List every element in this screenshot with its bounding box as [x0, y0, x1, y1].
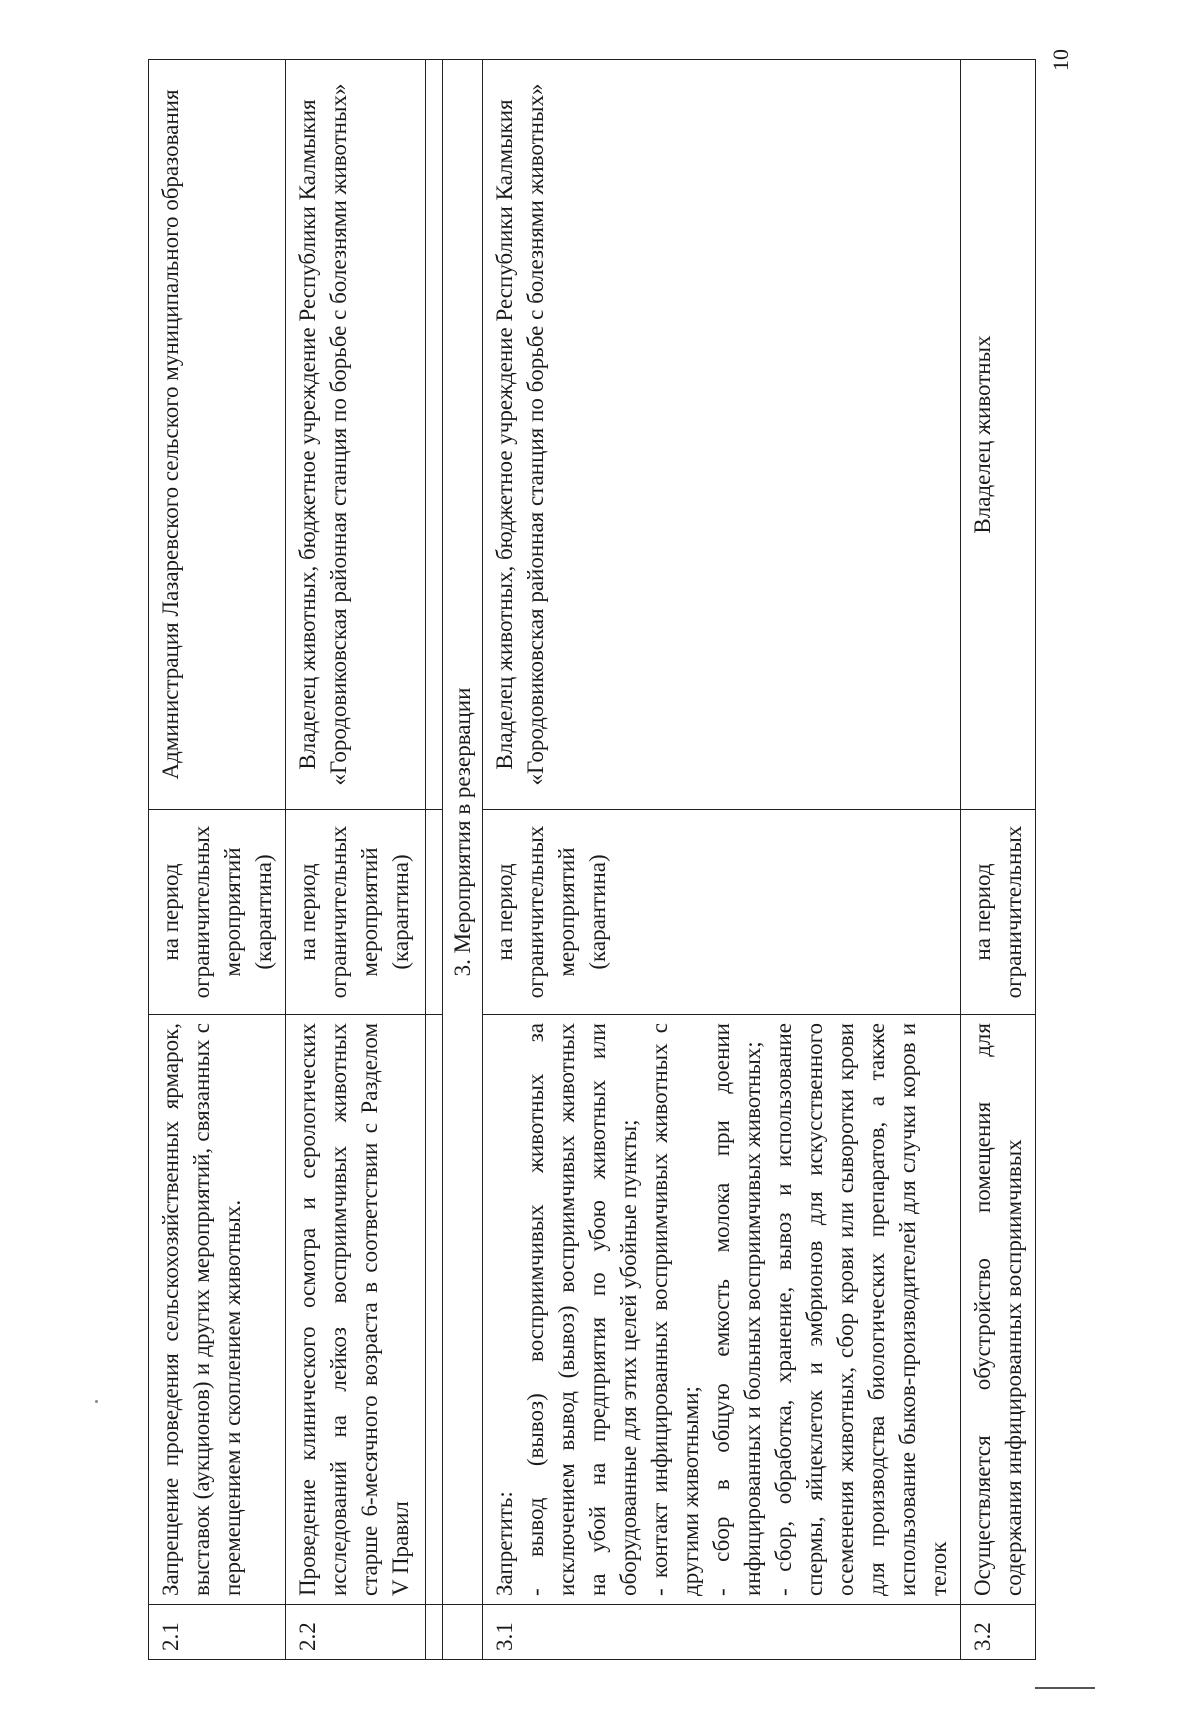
- row-responsible: Владелец животных, бюджетное учреждение Республики Калмыкия «Городовиковская районная станция по борьбе с болезнями животных»: [286, 60, 426, 810]
- row-number: 2.2: [286, 1605, 426, 1660]
- row-term: на период ограничительных мероприятий (карантина): [149, 810, 286, 1015]
- row-description: Проведение клинического осмотра и серологических исследований на лейкоз восприимчивых животных старше 6-месячного возраста в соответствии с Разделом V Правил: [286, 1015, 426, 1605]
- row-description: [483, 1015, 961, 1605]
- row-term: на период ограничительных мероприятий (карантина): [286, 810, 426, 1015]
- scan-edge-mark: [1035, 1687, 1095, 1689]
- row-responsible: Администрация Лазаревского сельского муниципального образования: [149, 60, 286, 810]
- prohibit-item: - контакт инфицированных восприимчивых животных с другими животными;: [647, 1023, 703, 1596]
- separator-row: [426, 60, 443, 1660]
- rotated-page: [148, 60, 1098, 1660]
- prohibit-item: - сбор, обработка, хранение, вывоз и использование спермы, яйцеклеток и эмбрионов для искусственного осеменения животных, сбор крови или сыворотки крови для производства биологических препаратов, а также использование быков-производителей для случки коров и телок: [771, 1023, 951, 1596]
- separator-cell: [426, 60, 443, 810]
- row-description: Осуществляется обустройство помещения для содержания инфицированных восприимчивых: [961, 1015, 1036, 1605]
- prohibit-item: - вывод (вывоз) восприимчивых животных за исключением вывод (вывоз) восприимчивых животных на убой на предприятия по убою животных или оборудованные для этих целей убойные пункты;: [523, 1023, 641, 1596]
- section-header-row: [443, 60, 483, 1660]
- table-row: [286, 60, 426, 1660]
- scan-speck: [95, 1400, 98, 1403]
- page-number: 10: [1048, 49, 1073, 71]
- row-number: 3.1: [483, 1605, 961, 1660]
- section-title: 3. Мероприятия в резервации: [443, 60, 483, 1605]
- prohibit-item: - сбор в общую емкость молока при доении инфицированных и больных восприимчивых животных;: [709, 1023, 765, 1596]
- section-num-cell: [443, 1605, 483, 1660]
- table-row: [961, 60, 1036, 1660]
- prohibit-intro: Запретить:: [492, 1491, 517, 1596]
- separator-cell: [426, 1605, 443, 1660]
- row-responsible: Владелец животных, бюджетное учреждение Республики Калмыкия «Городовиковская районная станция по борьбе с болезнями животных»: [483, 60, 961, 810]
- row-number: 3.2: [961, 1605, 1036, 1660]
- row-responsible: Владелец животных: [961, 60, 1036, 810]
- separator-cell: [426, 810, 443, 1015]
- row-number: 2.1: [149, 1605, 286, 1660]
- row-description: Запрещение проведения сельскохозяйственных ярмарок, выставок (аукционов) и других мероприятий, связанных с перемещением и скоплением животных.: [149, 1015, 286, 1605]
- row-term: на период ограничительных: [961, 810, 1036, 1015]
- measures-table: [148, 59, 1036, 1660]
- table-row: [149, 60, 286, 1660]
- row-term: на период ограничительных мероприятий (карантина): [483, 810, 961, 1015]
- separator-cell: [426, 1015, 443, 1605]
- table-row: [483, 60, 961, 1660]
